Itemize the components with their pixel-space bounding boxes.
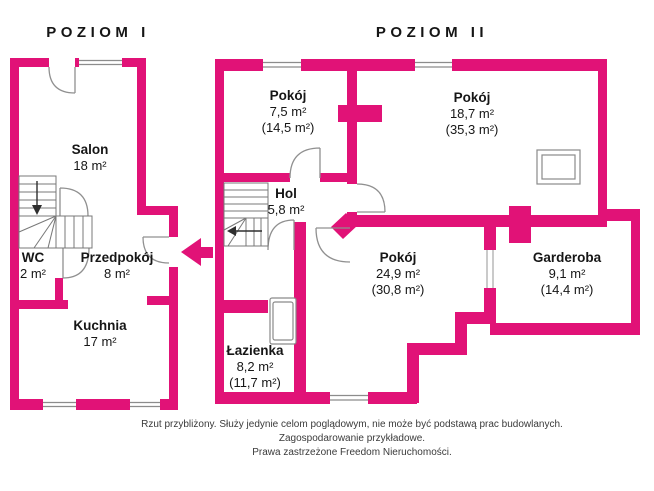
room-area: 8,2 m²	[236, 359, 274, 374]
level-1-title: POZIOM I	[46, 24, 150, 41]
room-area: 18 m²	[73, 158, 107, 173]
level-1-stairs	[19, 176, 92, 248]
room-area-total: (14,4 m²)	[540, 282, 594, 297]
disclaimer-line: Rzut przybliżony. Służy jedynie celom poglądowym, nie może być podstawą prac budowlanych.	[141, 419, 563, 430]
room-area: 7,5 m²	[269, 104, 307, 119]
bathtub	[270, 298, 296, 344]
room-area: 18,7 m²	[449, 106, 495, 121]
room-label-pokoj-75	[238, 88, 338, 136]
room-name: Pokój	[269, 88, 307, 103]
room-label-pokoj-249	[348, 250, 448, 298]
room-label-lazienka	[205, 343, 305, 391]
room-label-garderoba	[512, 250, 622, 298]
room-label-pokoj-187	[422, 90, 522, 138]
room-area-total: (14,5 m²)	[261, 120, 315, 135]
room-label-kuchnia	[50, 318, 150, 350]
level-1-walls	[10, 58, 178, 410]
entrance-arrow-icon	[181, 238, 213, 266]
room-area: 24,9 m²	[375, 266, 421, 281]
room-label-przedpokoj	[67, 250, 167, 282]
disclaimer-footer	[55, 418, 649, 460]
stairs-down-arrow-icon	[32, 205, 42, 215]
room-area-total: (30,8 m²)	[371, 282, 425, 297]
level-2-title: POZIOM II	[375, 24, 489, 41]
level-1-plan	[10, 58, 213, 410]
room-area-total: (35,3 m²)	[445, 122, 499, 137]
room-label-salon	[40, 142, 140, 174]
room-area-total: (11,7 m²)	[229, 375, 281, 390]
disclaimer-line: Prawa zastrzeżone Freedom Nieruchomości.	[252, 447, 452, 458]
room-label-hol	[242, 186, 330, 218]
room-name: Przedpokój	[80, 250, 154, 265]
room-area: 8 m²	[104, 266, 130, 281]
room-name: Pokój	[453, 90, 491, 105]
room-name: WC	[21, 250, 45, 265]
room-name: Salon	[71, 142, 109, 157]
room-name: Łazienka	[226, 343, 284, 358]
room-label-wc	[8, 250, 58, 282]
room-name: Kuchnia	[73, 318, 127, 333]
room-area: 17 m²	[83, 334, 117, 349]
room-area: 9,1 m²	[548, 266, 586, 281]
room-area: 5,8 m²	[267, 202, 305, 217]
disclaimer-line: Zagospodarowanie przykładowe.	[278, 433, 426, 444]
skylight-window	[537, 150, 580, 184]
room-area: 2 m²	[20, 266, 46, 281]
room-name: Garderoba	[532, 250, 602, 265]
room-name: Pokój	[379, 250, 417, 265]
room-name: Hol	[275, 186, 297, 201]
